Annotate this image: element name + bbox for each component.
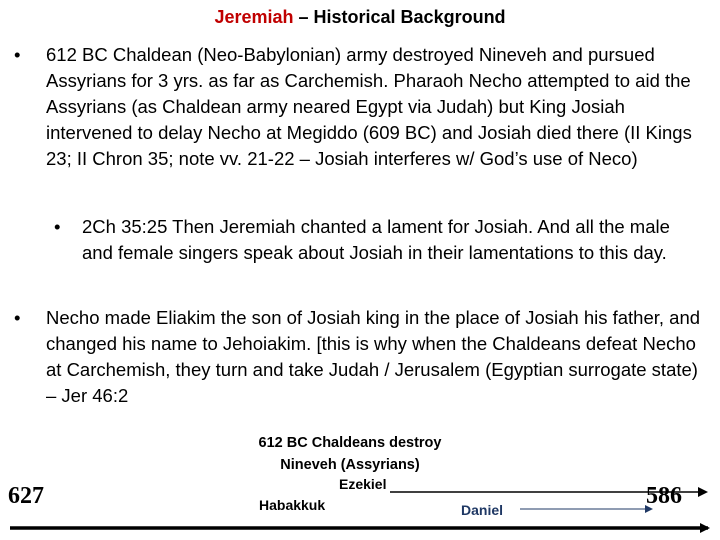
bullet-dot: • <box>54 216 61 237</box>
ezekiel-label: Ezekiel <box>339 476 387 492</box>
title-accent: Jeremiah <box>214 7 294 27</box>
daniel-label: Daniel <box>461 502 504 518</box>
event-612-label: 612 BC Chaldeans destroy Nineveh (Assyrians) <box>258 435 442 473</box>
timeline-end-year: 586 <box>646 483 682 509</box>
bullet-text: Necho made Eliakim the son of Josiah king in the place of Josiah his father, and changed his name to Jehoiakim. [this is why when the Chaldeans defeat Necho at Carchemish, they turn and take Judah / Jerusalem (Egyptian surrogate state) – Jer 46:2 <box>46 307 701 406</box>
timeline-start-year: 627 <box>8 483 44 509</box>
habakkuk-label: Habakkuk <box>259 497 326 513</box>
bullet-dot: • <box>14 44 21 65</box>
bullet-dot: • <box>14 307 21 328</box>
bullet-text: 2Ch 35:25 Then Jeremiah chanted a lament for Josiah. And all the male and female singers speak about Josiah in their lamentations to this day. <box>82 216 670 263</box>
title-rest: – Historical Background <box>293 7 506 27</box>
bullet-text: 612 BC Chaldean (Neo-Babylonian) army destroyed Nineveh and pursued Assyrians for 3 yrs. as far as Carchemish. Pharaoh Necho attempted to aid the Assyrians (as Chaldean army neared Egypt via Judah) but King Josiah intervened to delay Necho at Megiddo (609 BC) and Josiah died there (II Kings 23; II Chron 35; note vv. 21-22 – Josiah interferes w/ God’s use of Neco) <box>46 44 692 169</box>
